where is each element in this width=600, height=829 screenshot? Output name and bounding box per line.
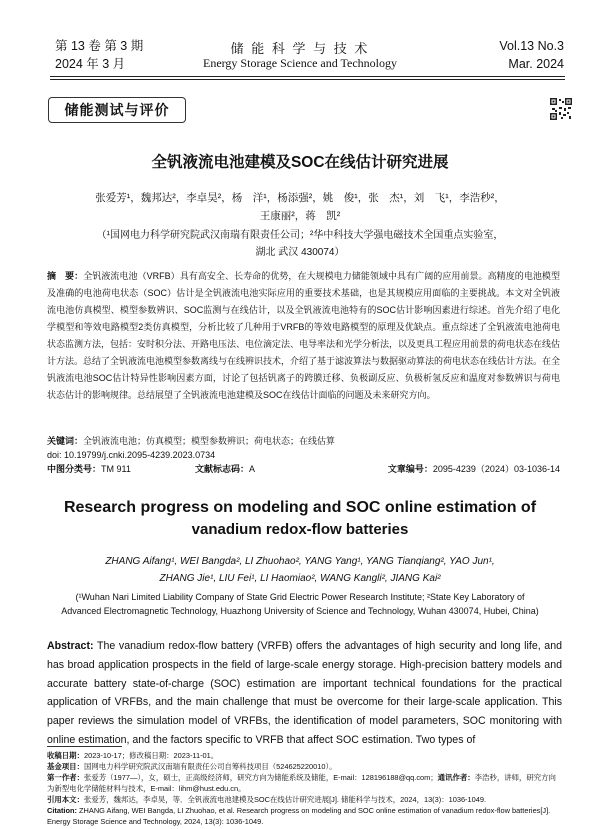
- title-en-line2: vanadium redox-flow batteries: [191, 521, 409, 538]
- affiliation-cn-line2: 湖北 武汉 430074）: [255, 247, 345, 258]
- article-no-label: 文章编号：: [387, 464, 433, 474]
- keywords-cn-text: 全钒液流电池；仿真模型；模型参数辨识；荷电状态；在线估算: [83, 436, 336, 446]
- first-author-text: 张爱芳（1977—），女，硕士，正高级经济师，研究方向为储能系统及储能，E-mail：128196188@qq.com；: [83, 773, 438, 782]
- abstract-cn: [47, 268, 560, 404]
- footnote-rule: [47, 746, 122, 747]
- header-volume-cn: 第 13 卷 第 3 期: [55, 39, 144, 53]
- abstract-en-label: Abstract:: [47, 640, 94, 652]
- citation-text: ZHANG Aifang, WEI Bangda, LI Zhuohao, et al. Research progress on modeling and SOC online estimation of vanadium redox-flow batteries[J]. Energy Storage Science and Technology, 2024, 13(3): 1036-1049.: [47, 806, 551, 826]
- keywords-cn: [47, 435, 335, 448]
- corresponding-text: 李浩秒，讲师，研究方向为新型电化学储能材料与技术，E-mail：lihm@hust.edu.cn。: [47, 773, 556, 793]
- section-label: 储能测试与评价: [48, 97, 186, 123]
- footnote-received: [47, 750, 562, 761]
- title-en: [30, 497, 570, 541]
- abstract-cn-label: 摘 要：: [47, 271, 84, 281]
- cite-cn-text: 张爱芳，魏邦达，李卓昊，等．全钒液流电池建模及SOC在线估计研究进展[J]. 储能科学与技术，2024，13(3)：1036-1049.: [83, 795, 487, 804]
- title-cn: 全钒液流电池建模及SOC在线估计研究进展: [151, 154, 449, 171]
- header-date-en: Mar. 2024: [508, 57, 564, 71]
- header-rule: [50, 76, 565, 77]
- footnote-authors: [47, 772, 562, 794]
- article-no-value: 2095-4239（2024）03-1036-14: [432, 464, 560, 474]
- doc-code-label: 文献标志码：: [195, 464, 250, 474]
- clc-value: TM 911: [101, 464, 131, 474]
- authors-cn-line1: 张爱芳¹，魏邦达²，李卓昊²，杨 洋¹，杨添强²，姚 俊¹，张 杰¹，刘 飞¹，李浩秒²，: [95, 192, 505, 204]
- title-en-line1: Research progress on modeling and SOC online estimation of: [63, 499, 537, 516]
- header-date-cn: 2024 年 3 月: [55, 57, 126, 71]
- citation-label: Citation:: [47, 806, 77, 815]
- authors-en-line2: ZHANG Jie¹, LIU Fei¹, LI Haomiao², WANG Kangli², JIANG Kai²: [159, 573, 441, 584]
- received-text: 2023-10-17；修改稿日期：2023-11-01。: [83, 751, 219, 760]
- footnote-fund: [47, 761, 562, 772]
- fund-label: 基金项目：: [47, 762, 84, 771]
- abstract-en-text: The vanadium redox-flow battery (VRFB) offers the advantages of high security and long life, and has broad application prospects in the field of large-scale energy storage. High-precision battery models and accurate battery state-of-charge (SOC) estimation are important technical foundations for the practical application of VRFBs, and the main challenge that must be overcome for their large-scale application. This paper reviews the simulation model of VRFBs, the identification of model parameters, SOC monitoring with online estimation, and the factors specific to VRFB that affect SOC estimation. Two types of: [47, 640, 562, 746]
- header-rule-thin: [50, 79, 565, 80]
- cite-cn-label: 引用本文：: [47, 795, 84, 804]
- clc-label: 中图分类号：: [47, 464, 102, 474]
- doi: doi: 10.19799/j.cnki.2095-4239.2023.0734: [47, 450, 216, 460]
- authors-cn-line2: 王康丽²，蒋 凯²: [259, 210, 341, 222]
- received-label: 收稿日期：: [47, 751, 84, 760]
- affiliation-en-line1: (¹Wuhan Nari Limited Liability Company of State Grid Electric Power Research Institute; ²State Key Laboratory of: [75, 592, 525, 602]
- doc-code-value: A: [249, 464, 256, 474]
- first-author-label: 第一作者：: [47, 773, 84, 782]
- authors-en-line1: ZHANG Aifang¹, WEI Bangda², LI Zhuohao², YANG Yang¹, YANG Tianqiang², YAO Jun¹,: [105, 556, 495, 567]
- corresponding-label: 通讯作者：: [437, 773, 475, 782]
- header-journal-en: Energy Storage Science and Technology: [203, 56, 397, 70]
- abstract-cn-text: 全钒液流电池（VRFB）具有高安全、长寿命的优势，在大规模电力储能领域中具有广阔的应用前景。高精度的电池模型及准确的电池荷电状态（SOC）估计是全钒液流电池实际应用的重要技术基础，也是其规模应用面临的主要挑战。本文对全钒液流电池仿真模型、模型参数辨识、SOC监测与在线估计，以及全钒液流电池特有的SOC估计影响因素进行综述。首先介绍了电化学模型和等效电路模型2类仿真模型，分析比较了几种用于VRFB的等效电路模型的原理及优缺点。重点综述了全钒液流电池荷电状态监测方法，包括：安时积分法、开路电压法、电位滴定法、电导率法和光学分析法，以及更具工程应用前景的荷电状态在线估计方法。总结了全钒液流电池模型参数离线与在线辨识技术，介绍了基于滤波算法与数据驱动算法的荷电状态在线估计方法。在全钒液流电池SOC估计特异性影响因素方面，讨论了包括钒离子的跨膜迁移、负极副反应、负极析氢反应和温度对参数辨识与荷电状态估计的影响规律。总结展望了全钒液流电池建模及SOC在线估计面临的问题及未来研究方向。: [47, 271, 561, 400]
- footnote-citation: [47, 805, 562, 827]
- abstract-en: [47, 637, 562, 750]
- fund-text: 国网电力科学研究院武汉南瑞有限责任公司自筹科技项目（524625220010）。: [83, 762, 337, 771]
- header-journal-cn: 储 能 科 学 与 技 术: [230, 41, 370, 56]
- affiliation-en-line2: Advanced Electromagnetic Technology, Huazhong University of Science and Technology, Wuhan 430074, Hubei, China): [61, 606, 539, 616]
- header-volume-en: Vol.13 No.3: [499, 39, 564, 53]
- footnote-cite-cn: [47, 794, 562, 805]
- keywords-cn-label: 关键词：: [47, 436, 84, 446]
- qr-code-icon: [550, 98, 572, 120]
- affiliation-cn-line1: （¹国网电力科学研究院武汉南瑞有限责任公司；²华中科技大学强电磁技术全国重点实验室，: [96, 230, 504, 241]
